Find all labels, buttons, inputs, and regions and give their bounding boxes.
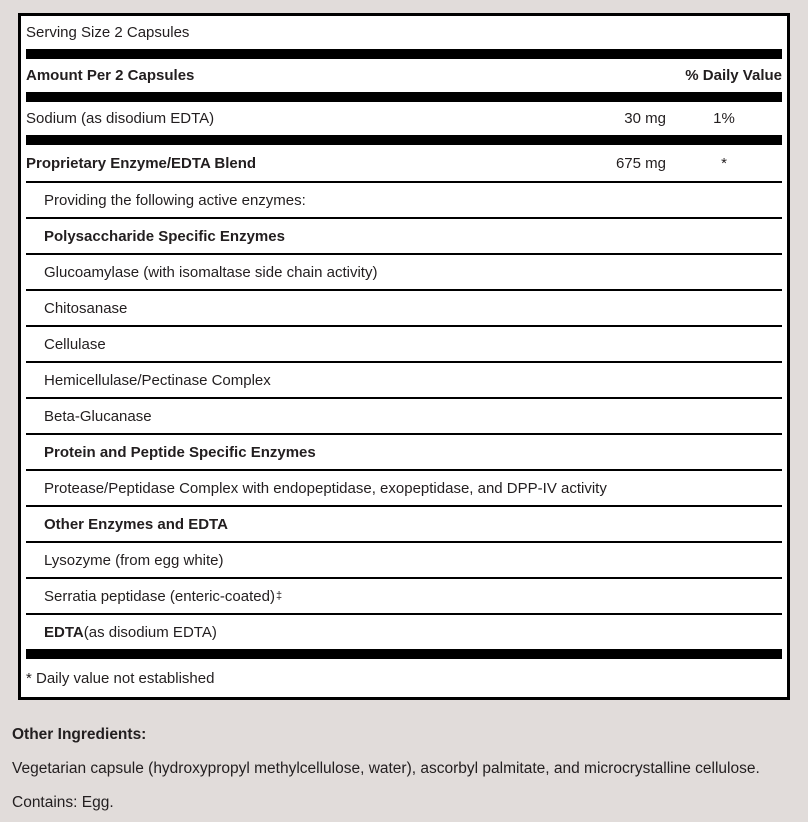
sub-row-bold-text: Polysaccharide Specific Enzymes: [44, 227, 285, 245]
sub-row-glucoamylase: [26, 253, 782, 289]
footnote-row: [26, 659, 782, 697]
enzyme-blend-label: Proprietary Enzyme/EDTA Blend: [26, 154, 257, 172]
amount-per-header: Amount Per 2 Capsules: [26, 67, 195, 84]
sub-row-text: Glucoamylase (with isomaltase side chain activity): [44, 263, 378, 281]
sub-row-cellulase: [26, 325, 782, 361]
enzyme-blend-amount: 675 mg: [615, 154, 666, 172]
sub-row-protein-peptide-heading: [26, 433, 782, 469]
serving-size-text: Serving Size 2 Capsules: [26, 24, 190, 41]
sub-row-text: Beta-Glucanase: [44, 407, 152, 425]
sub-row-bold-text: EDTA: [44, 623, 84, 641]
footnote-text: * Daily value not established: [26, 669, 215, 687]
sub-row-serratia-peptidase: [26, 577, 782, 613]
contains-text: Contains: Egg.: [12, 794, 114, 811]
column-header-row: [26, 59, 782, 92]
sub-row-text: Protease/Peptidase Complex with endopeptidase, exopeptidase, and DPP-IV activity: [44, 479, 607, 497]
serving-size-row: [26, 16, 782, 49]
sub-row-lysozyme: [26, 541, 782, 577]
sub-row-text: Chitosanase: [44, 299, 128, 317]
sodium-label: Sodium (as disodium EDTA): [26, 110, 215, 127]
sub-row-bold-text: Protein and Peptide Specific Enzymes: [44, 443, 316, 461]
supplement-facts-panel: [18, 13, 790, 700]
other-ingredients-section: [12, 726, 796, 812]
sub-row-providing: [26, 181, 782, 217]
other-ingredients-body: Vegetarian capsule (hydroxypropyl methylcellulose, water), ascorbyl palmitate, and microcrystalline cellulose.: [12, 760, 760, 777]
sub-row-text: Lysozyme (from egg white): [44, 551, 224, 569]
sub-row-other-enzymes-heading: [26, 505, 782, 541]
enzyme-blend-row: [26, 145, 782, 181]
thick-rule: [26, 649, 782, 659]
sodium-daily-value: 1%: [713, 110, 735, 127]
thick-rule: [26, 92, 782, 102]
sub-row-chitosanase: [26, 289, 782, 325]
sub-row-beta-glucanase: [26, 397, 782, 433]
sub-row-text: Cellulase: [44, 335, 106, 353]
sodium-amount: 30 mg: [624, 110, 666, 127]
thick-rule: [26, 135, 782, 145]
sub-row-text: Providing the following active enzymes:: [44, 191, 306, 209]
enzyme-blend-daily-value: *: [721, 154, 727, 172]
sub-row-text: Serratia peptidase (enteric-coated): [44, 587, 275, 605]
sub-row-bold-text: Other Enzymes and EDTA: [44, 515, 228, 533]
sub-row-edta: [26, 613, 782, 649]
sub-row-text: (as disodium EDTA): [83, 623, 217, 641]
sub-row-protease-complex: [26, 469, 782, 505]
sub-row-text: Hemicellulase/Pectinase Complex: [44, 371, 271, 389]
other-ingredients-heading: Other Ingredients:: [12, 726, 147, 743]
sub-row-hemicellulase: [26, 361, 782, 397]
thick-rule: [26, 49, 782, 59]
daily-value-header: % Daily Value: [685, 67, 782, 84]
sodium-row: [26, 102, 782, 135]
sub-row-polysaccharide-heading: [26, 217, 782, 253]
footnote-mark: ‡: [275, 589, 283, 602]
